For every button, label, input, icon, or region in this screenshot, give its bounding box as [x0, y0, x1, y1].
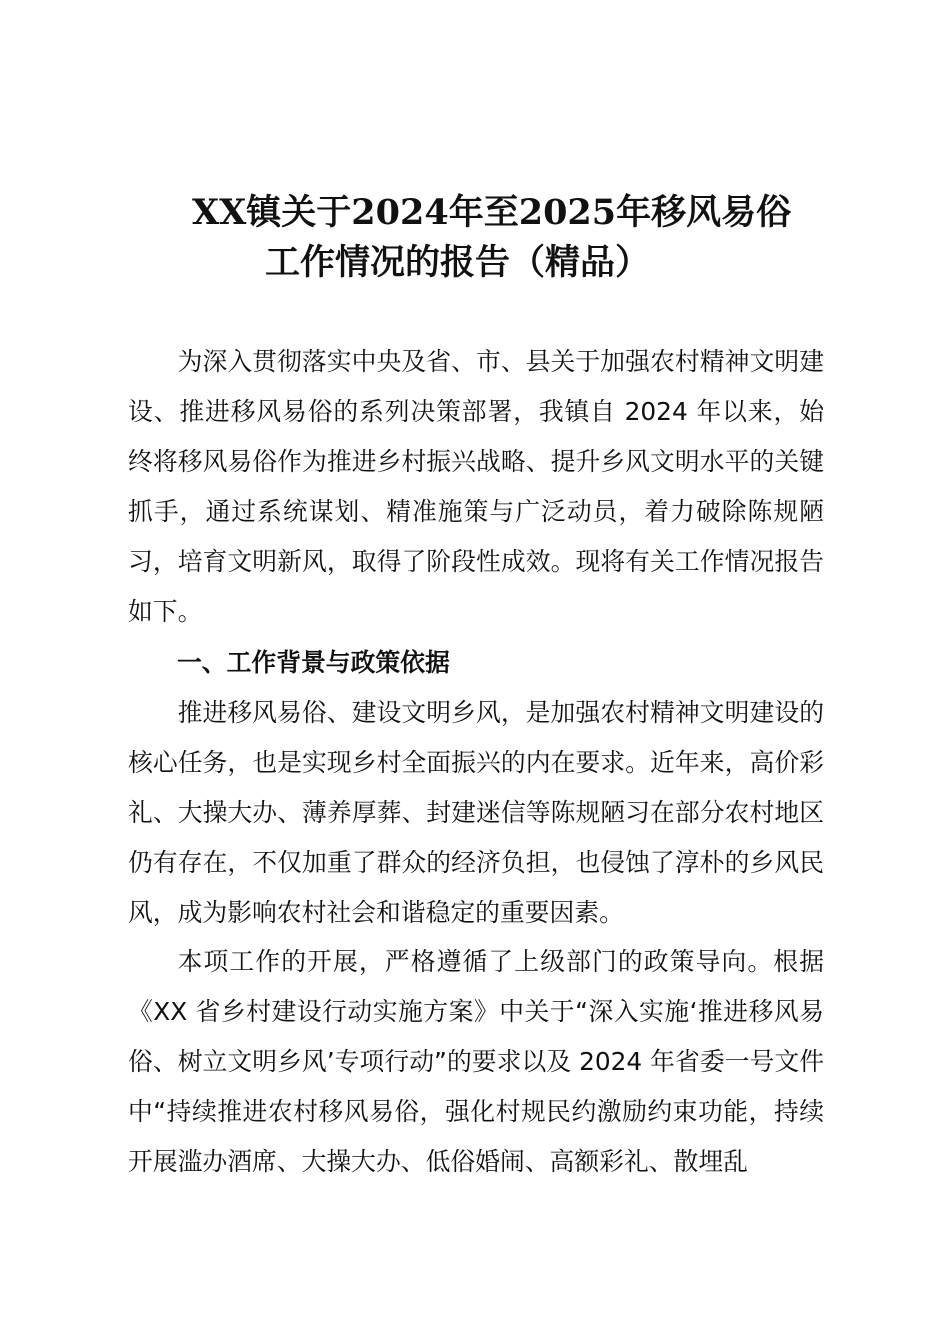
- background-paragraph: 推进移风易俗、建设文明乡风，是加强农村精神文明建设的核心任务，也是实现乡村全面振兴的内在要求。近年来，高价彩礼、大操大办、薄养厚葬、封建迷信等陈规陋习在部分农村地区仍有存在，不仅加重了群众的经济负担，也侵蚀了淳朴的乡风民风，成为影响农村社会和谐稳定的重要因素。: [128, 698, 824, 927]
- section-heading-background: 一、工作背景与政策依据: [177, 648, 450, 677]
- intro-paragraph: 为深入贯彻落实中央及省、市、县关于加强农村精神文明建设、推进移风易俗的系列决策部署，我镇自 2024 年以来，始终将移风易俗作为推进乡村振兴战略、提升乡风文明水平的关键抓手，通过系统谋划、精准施策与广泛动员，着力破除陈规陋习，培育文明新风，取得了阶段性成效。现将有关工作情况报告如下。: [128, 347, 824, 626]
- document-title-line-2: 工作情况的报告（精品）: [265, 242, 651, 283]
- policy-basis-paragraph: 本项工作的开展，严格遵循了上级部门的政策导向。根据《XX 省乡村建设行动实施方案》中关于“深入实施‘推进移风易俗、树立文明乡风’专项行动”的要求以及 2024 年省委一号文件中“持续推进农村移风易俗，强化村规民约激励约束功能，持续开展滥办酒席、大操大办、低俗婚闹、高额彩礼、散埋乱: [128, 947, 824, 1176]
- document-title-line-1: XX镇关于2024年至2025年移风易俗: [192, 192, 792, 233]
